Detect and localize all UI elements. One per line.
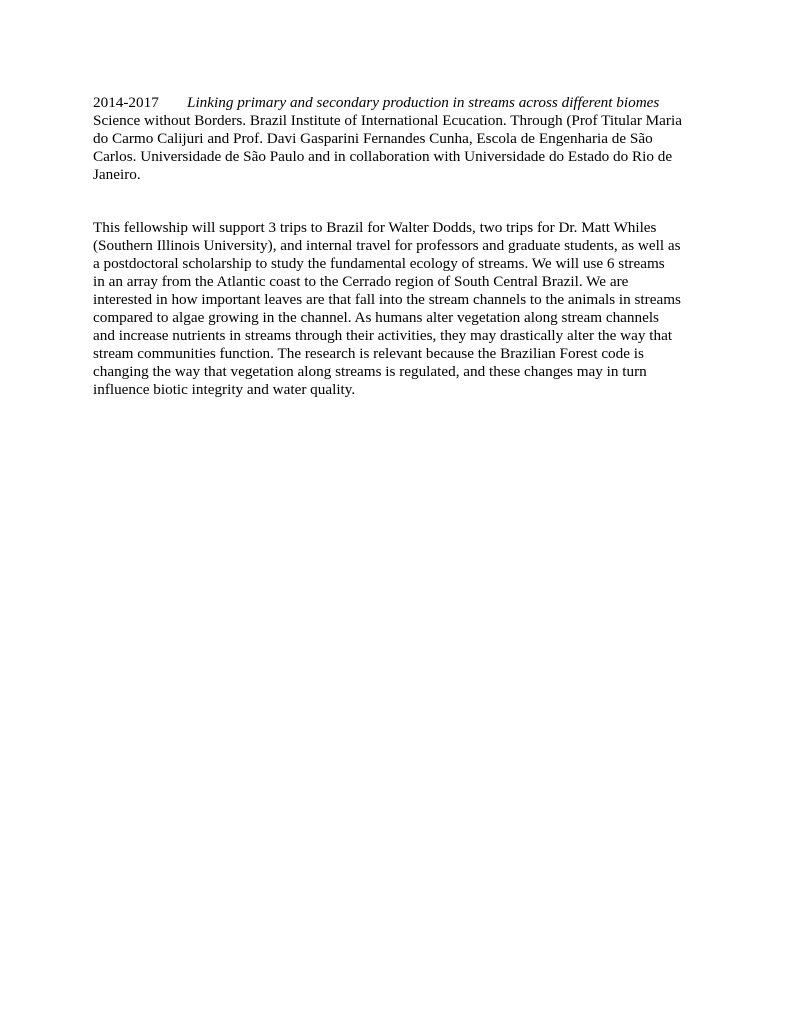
- grant-years: 2014-2017: [93, 94, 159, 111]
- description-line: This fellowship will support 3 trips to Brazil for Walter Dodds, two trips for Dr. Matt Whiles: [93, 219, 657, 236]
- description-line: a postdoctoral scholarship to study the fundamental ecology of streams. We will use 6 streams: [93, 255, 665, 272]
- description-line: and increase nutrients in streams through their activities, they may drastically alter the way that: [93, 327, 673, 344]
- grant-title: Linking primary and secondary production in streams across different biomes: [187, 94, 660, 111]
- grant-line: do Carmo Calijuri and Prof. Davi Gasparini Fernandes Cunha, Escola de Engenharia de São: [93, 130, 653, 147]
- description-line: (Southern Illinois University), and internal travel for professors and graduate students, as well as: [93, 237, 681, 254]
- description-line: stream communities function. The research is relevant because the Brazilian Forest code is: [93, 345, 644, 362]
- description-line: compared to algae growing in the channel. As humans alter vegetation along stream channels: [93, 309, 659, 326]
- grant-entry: [93, 94, 713, 184]
- grant-line: Janeiro.: [93, 166, 141, 183]
- fellowship-description: [93, 219, 713, 399]
- description-line: influence biotic integrity and water quality.: [93, 381, 356, 398]
- grant-line: Science without Borders. Brazil Institute of International Ecucation. Through (Prof Titular Maria: [93, 112, 682, 129]
- description-line: changing the way that vegetation along streams is regulated, and these changes may in turn: [93, 363, 647, 380]
- grant-heading-line: [93, 94, 713, 112]
- description-line: interested in how important leaves are that fall into the stream channels to the animals in streams: [93, 291, 681, 308]
- description-line: in an array from the Atlantic coast to the Cerrado region of South Central Brazil. We are: [93, 273, 629, 290]
- grant-line: Carlos. Universidade de São Paulo and in collaboration with Universidade do Estado do Rio de: [93, 148, 673, 165]
